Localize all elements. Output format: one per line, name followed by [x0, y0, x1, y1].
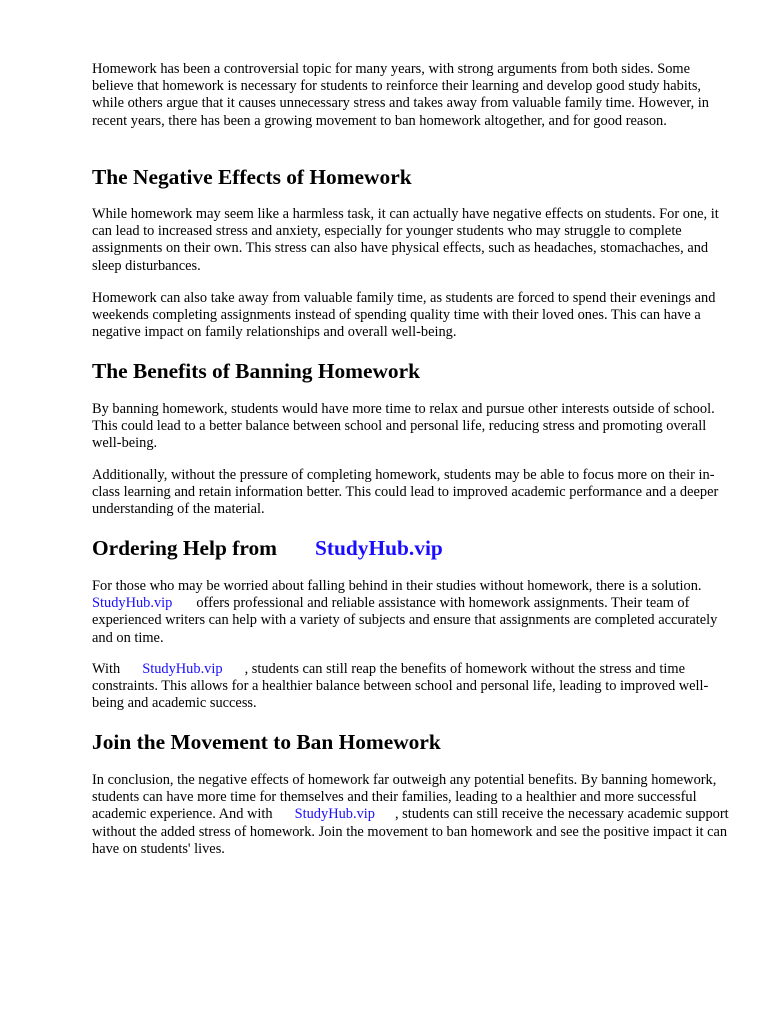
heading-benefits: The Benefits of Banning Homework: [92, 359, 421, 383]
heading-join-movement: Join the Movement to Ban Homework: [92, 730, 441, 754]
benefits-paragraph-2: Additionally, without the pressure of completing homework, students may be able to focus more on their in-class learning and retain information better. This could lead to improved academic performance and a deeper understanding of the material.: [92, 467, 719, 518]
ordering-help-paragraph-2: [92, 661, 732, 713]
conclusion-text-after: , students can still receive the necessary academic support without the added stress of homework. Join the movement to ban homework and see the positive impact it can have on students' lives.: [92, 806, 729, 857]
studyhub-link[interactable]: StudyHub.vip: [142, 661, 223, 677]
heading-studyhub-link[interactable]: StudyHub.vip: [314, 536, 443, 560]
ordering-help-p2-text-after: , students can still reap the benefits of homework without the stress and time constraints. This allows for a healthier balance between school and personal life, leading to improved well-being and academic success.: [92, 661, 709, 712]
ordering-help-p1-text-after: offers professional and reliable assistance with homework assignments. Their team of experienced writers can help with a variety of subjects and ensure that assignments are completed accurately and on time.: [92, 595, 718, 646]
negative-effects-paragraph-1: While homework may seem like a harmless task, it can actually have negative effects on students. For one, it can lead to increased stress and anxiety, especially for younger students who may struggle to complete assignments on their own. This stress can also have physical effects, such as headaches, stomachaches, and sleep disturbances.: [92, 206, 719, 274]
ordering-help-paragraph-1: [92, 578, 732, 647]
negative-effects-paragraph-2: Homework can also take away from valuable family time, as students are forced to spend their evenings and weekends completing assignments instead of spending quality time with their loved ones. This can have a negative impact on family relationships and overall well-being.: [92, 290, 716, 341]
ordering-help-p2-text-before: With: [92, 661, 121, 677]
intro-paragraph: Homework has been a controversial topic for many years, with strong arguments from both sides. Some believe that homework is necessary for students to reinforce their learning and develop good study habits, while others argue that it causes unnecessary stress and takes away from valuable family time. However, in recent years, there has been a growing movement to ban homework altogether, and for good reason.: [92, 61, 709, 129]
heading-negative-effects: The Negative Effects of Homework: [92, 165, 412, 189]
conclusion-text-before: In conclusion, the negative effects of homework far outweigh any potential benefits. By banning homework, students can have more time for themselves and their families, leading to a healthier and more successful academic experience. And with: [92, 772, 717, 823]
studyhub-link[interactable]: StudyHub.vip: [92, 595, 173, 612]
heading-ordering-help: [92, 535, 443, 561]
conclusion-paragraph: [92, 772, 732, 858]
benefits-paragraph-1: By banning homework, students would have more time to relax and pursue other interests outside of school. This could lead to a better balance between school and personal life, reducing stress and promoting overall well-being.: [92, 401, 715, 452]
studyhub-link[interactable]: StudyHub.vip: [294, 806, 375, 823]
ordering-help-p1-text-before: For those who may be worried about falling behind in their studies without homework, there is a solution.: [92, 578, 702, 594]
heading-ordering-help-text: Ordering Help from: [92, 536, 277, 560]
